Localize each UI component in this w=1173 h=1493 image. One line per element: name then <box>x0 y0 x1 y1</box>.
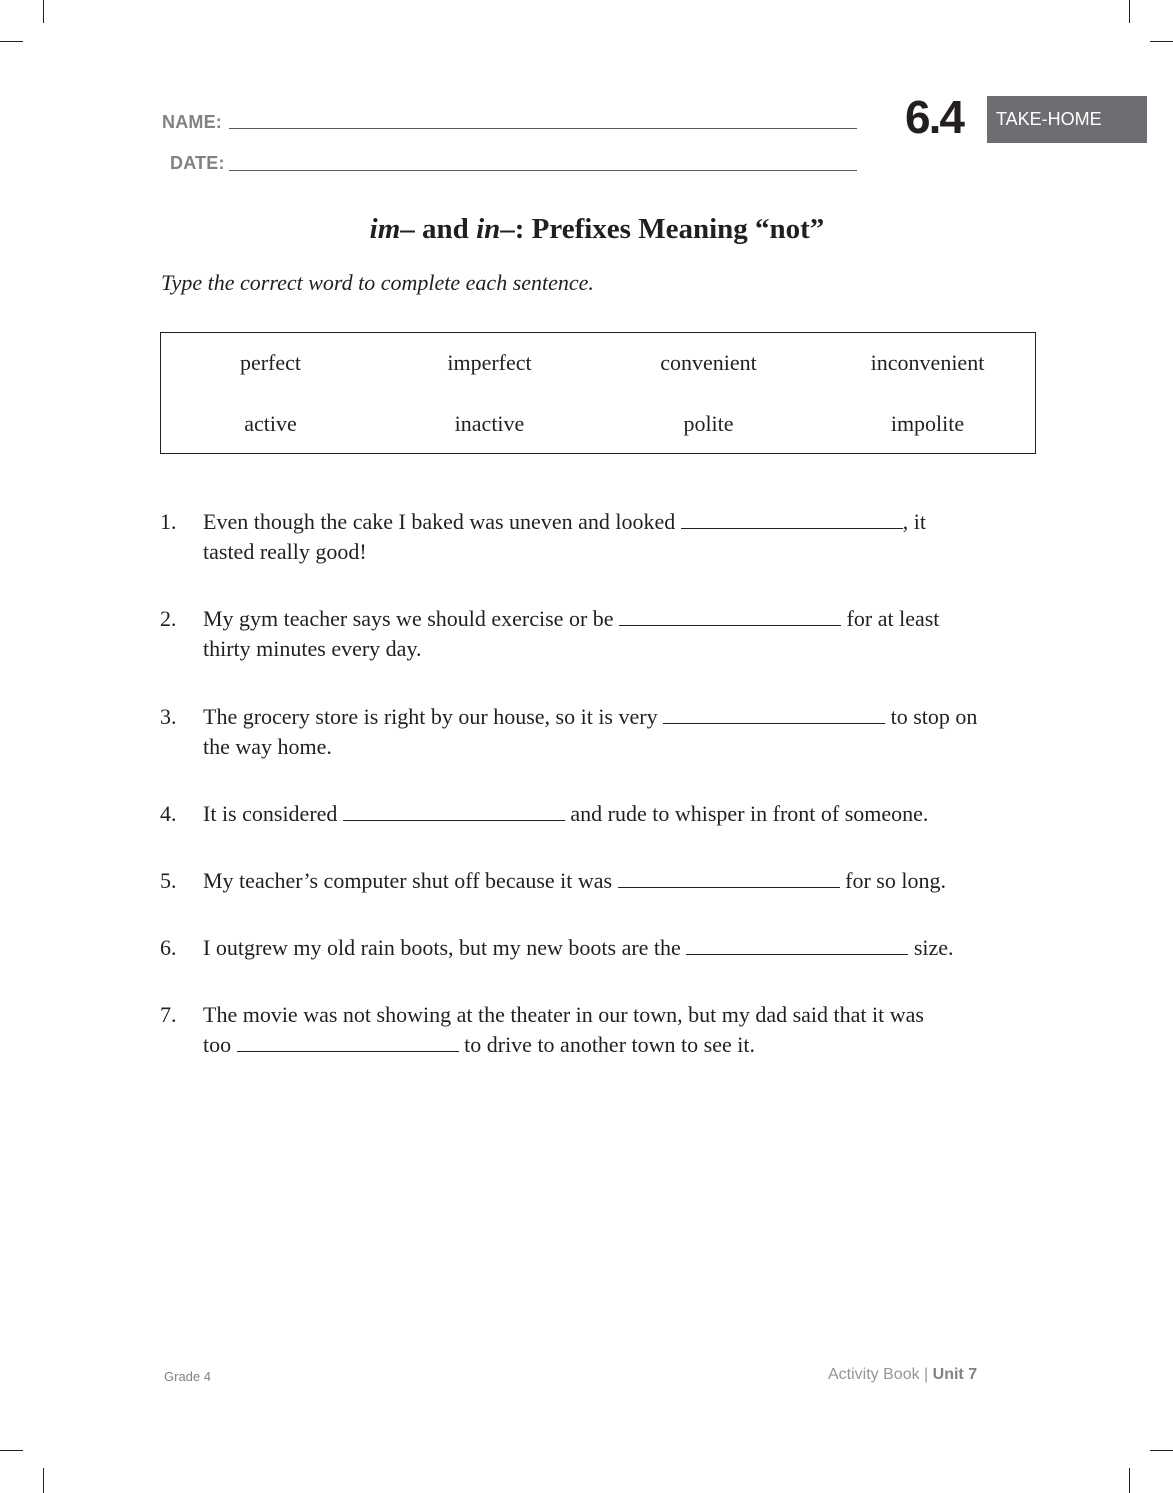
question-text-before: Even though the cake I baked was uneven and looked <box>203 509 681 534</box>
question-text-after: , it <box>902 509 926 534</box>
crop-mark <box>1129 1468 1130 1493</box>
question-text-before: My teacher’s computer shut off because it was <box>203 868 618 893</box>
footer-grade: Grade 4 <box>164 1369 211 1384</box>
question-text-line2: thirty minutes every day. <box>203 636 422 661</box>
title-prefix-in: in <box>476 213 501 245</box>
crop-mark <box>0 1450 23 1451</box>
answer-blank[interactable] <box>681 508 903 529</box>
question-number: 4. <box>160 801 177 826</box>
question-text-before: I outgrew my old rain boots, but my new boots are the <box>203 935 687 960</box>
question-text-before: It is considered <box>203 801 343 826</box>
answer-blank[interactable] <box>237 1031 459 1052</box>
question-text <box>203 933 1043 963</box>
take-home-label: TAKE-HOME <box>996 109 1102 129</box>
question-text-after: to stop on <box>885 704 978 729</box>
title-prefix-im: im <box>369 213 401 245</box>
crop-mark <box>1150 1450 1173 1451</box>
lesson-number: 6.4 <box>905 91 963 143</box>
crop-mark <box>43 1468 44 1493</box>
word-bank-item: impolite <box>890 411 965 436</box>
question-number: 2. <box>160 606 177 631</box>
word-bank-item: inconvenient <box>870 350 985 375</box>
answer-blank[interactable] <box>686 934 908 955</box>
crop-mark <box>43 0 44 23</box>
page-title <box>0 213 1173 246</box>
question-number: 6. <box>160 935 177 960</box>
word-bank <box>160 332 1036 454</box>
question-text <box>203 507 1043 567</box>
date-field[interactable] <box>229 170 857 171</box>
footer-book-info <box>828 1366 977 1384</box>
footer-book: Activity Book <box>828 1366 920 1383</box>
question-text-after: for so long. <box>839 868 946 893</box>
title-connector: – and <box>400 213 477 245</box>
question-text-after: to drive to another town to see it. <box>458 1032 755 1057</box>
instructions: Type the correct word to complete each sentence. <box>161 270 594 295</box>
crop-mark <box>0 41 23 42</box>
question-text-line1: The movie was not showing at the theater in our town, but my dad said that it was <box>203 1002 924 1027</box>
question-text-after: and rude to whisper in front of someone. <box>564 801 929 826</box>
question-text-line2: the way home. <box>203 734 332 759</box>
name-field[interactable] <box>229 128 857 129</box>
question-text-after: for at least <box>841 606 940 631</box>
footer-separator: | <box>919 1366 933 1383</box>
take-home-badge <box>987 96 1147 143</box>
question-text-before: The grocery store is right by our house, so it is very <box>203 704 664 729</box>
word-bank-item: imperfect <box>447 350 532 375</box>
question-text-before: too <box>203 1032 237 1057</box>
question-text <box>203 604 1043 664</box>
title-rest: –: Prefixes Meaning “not” <box>500 213 825 245</box>
question-text-line2: tasted really good! <box>203 539 367 564</box>
question-number: 3. <box>160 704 177 729</box>
name-label: NAME: <box>162 112 222 132</box>
question-text <box>203 702 1043 762</box>
question-text <box>203 866 1043 896</box>
crop-mark <box>1129 0 1130 23</box>
answer-blank[interactable] <box>343 800 565 821</box>
question-text-before: My gym teacher says we should exercise or be <box>203 606 620 631</box>
footer-unit: Unit 7 <box>932 1366 978 1383</box>
answer-blank[interactable] <box>663 703 885 724</box>
word-bank-item: active <box>244 411 297 436</box>
question-text <box>203 1000 1043 1060</box>
question-number: 7. <box>160 1002 177 1027</box>
answer-blank[interactable] <box>618 867 840 888</box>
word-bank-item: polite <box>683 411 734 436</box>
question-number: 1. <box>160 509 177 534</box>
question-text <box>203 799 1043 829</box>
question-number: 5. <box>160 868 177 893</box>
answer-blank[interactable] <box>619 605 841 626</box>
word-bank-item: perfect <box>239 350 302 375</box>
word-bank-item: convenient <box>660 350 757 375</box>
date-label: DATE: <box>170 153 225 173</box>
crop-mark <box>1150 41 1173 42</box>
question-text-after: size. <box>908 935 954 960</box>
word-bank-item: inactive <box>454 411 525 436</box>
